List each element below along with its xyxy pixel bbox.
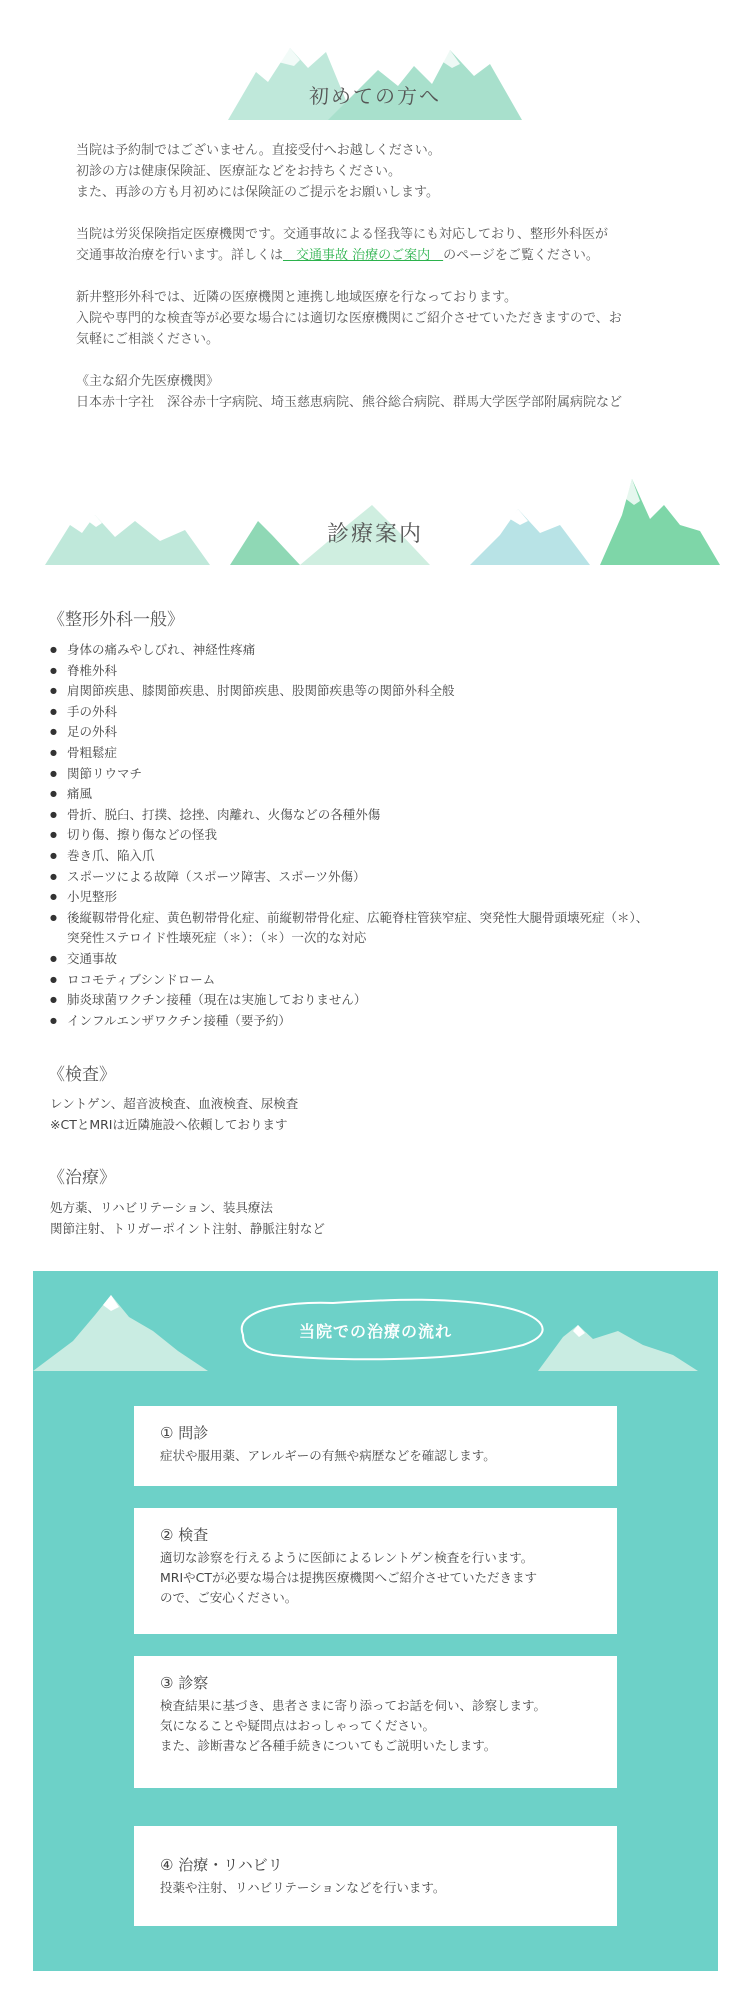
services-header [0, 475, 750, 565]
treatment-flow-section [33, 1271, 718, 1971]
list-item: ● 脊椎外科 [50, 661, 730, 682]
list-item: ● ロコモティブシンドローム [50, 970, 730, 991]
list-item: ● 身体の痛みやしびれ、神経性疼痛 [50, 640, 730, 661]
list-item: ● スポーツによる故障（スポーツ障害、スポーツ外傷） [50, 867, 730, 888]
step-title: ③ 診察 [160, 1674, 209, 1692]
treatment-body: 処方薬、リハビリテーション、装具療法 関節注射、トリガーポイント注射、静脈注射など [50, 1200, 325, 1236]
list-item: ● 痛風 [50, 784, 730, 805]
step-title: ② 検査 [160, 1526, 209, 1544]
paragraph-accident: 当院は労災保険指定医療機関です。交通事故による怪我等にも対応しており、整形外科医が 交通事故治療を行います。詳しくは 交通事故 治療のご案内 のページをご覧ください。 [76, 227, 608, 263]
services-title: 診療案内 [326, 522, 423, 547]
list-item: ● インフルエンザワクチン接種（要予約） [50, 1011, 730, 1032]
list-item: ● 小児整形 [50, 887, 730, 908]
list-item: ● 足の外科 [50, 722, 730, 743]
step-inquiry [134, 1406, 617, 1486]
list-item: ● 交通事故 [50, 949, 730, 970]
step-text: 症状や服用薬、アレルギーの有無や病歴などを確認します。 [160, 1448, 496, 1463]
step-title: ④ 治療・リハビリ [160, 1856, 283, 1874]
exam-heading: 《検査》 [48, 1065, 116, 1085]
step-consultation [134, 1656, 617, 1788]
list-item: ● 後縦靱帯骨化症、黄色靭帯骨化症、前縦靭帯骨化症、広範脊柱管狭窄症、突発性大腿骨頭壊死症（＊）、 突発性ステロイド性壊死症（＊）：（＊）一次的な対応 [50, 908, 730, 949]
first-visit-body [76, 140, 696, 434]
paragraph-referral: 新井整形外科では、近隣の医療機関と連携し地域医療を行なっております。 入院や専門的な検査等が必要な場合には適切な医療機関にご紹介させていただきますので、お 気軽にご相談ください。 [76, 290, 622, 347]
step-text: 適切な診察を行えるように医師によるレントゲン検査を行います。 MRIやCTが必要な場合は提携医療機関へご紹介させていただきます ので、ご安心ください。 [160, 1550, 538, 1605]
traffic-accident-link[interactable]: 交通事故 治療のご案内 [282, 248, 444, 263]
step-text: 投薬や注射、リハビリテーションなどを行います。 [160, 1880, 446, 1895]
flow-header [33, 1271, 718, 1381]
list-item: ● 切り傷、擦り傷などの怪我 [50, 825, 730, 846]
first-visit-title: 初めての方へ [309, 84, 441, 108]
paragraph-reception: 当院は予約制ではございません。直接受付へお越しください。 初診の方は健康保険証、医療証などをお持ちください。 また、再診の方も月初めには保険証のご提示をお願いします。 [76, 143, 441, 200]
list-item: ● 巻き爪、陥入爪 [50, 846, 730, 867]
general-heading: 《整形外科一般》 [48, 610, 184, 630]
exam-body: レントゲン、超音波検査、血液検査、尿検査 ※CTとMRIは近隣施設へ依頼しております [50, 1096, 299, 1132]
general-list [50, 640, 730, 1031]
list-item: ● 手の外科 [50, 702, 730, 723]
list-item: ● 骨折、脱臼、打撲、捻挫、肉離れ、火傷などの各種外傷 [50, 805, 730, 826]
list-item: ● 関節リウマチ [50, 764, 730, 785]
list-item: ● 骨粗鬆症 [50, 743, 730, 764]
list-item: ● 肺炎球菌ワクチン接種（現在は実施しておりません） [50, 990, 730, 1011]
list-item: ● 肩関節疾患、膝関節疾患、肘関節疾患、股関節疾患等の関節外科全般 [50, 681, 730, 702]
step-treatment [134, 1826, 617, 1926]
paragraph-referral-hospitals: 《主な紹介先医療機関》 日本赤十字社 深谷赤十字病院、埼玉慈恵病院、熊谷総合病院、群馬大学医学部附属病院など [76, 374, 623, 410]
first-visit-header [0, 40, 750, 125]
step-exam [134, 1508, 617, 1634]
step-title: ① 問診 [160, 1424, 209, 1442]
treatment-heading: 《治療》 [48, 1168, 116, 1188]
step-text: 検査結果に基づき、患者さまに寄り添ってお話を伺い、診察します。 気になることや疑問点はおっしゃってください。 また、診断書など各種手続きについてもご説明いたします。 [160, 1698, 547, 1753]
flow-title: 当院での治療の流れ [298, 1322, 452, 1341]
